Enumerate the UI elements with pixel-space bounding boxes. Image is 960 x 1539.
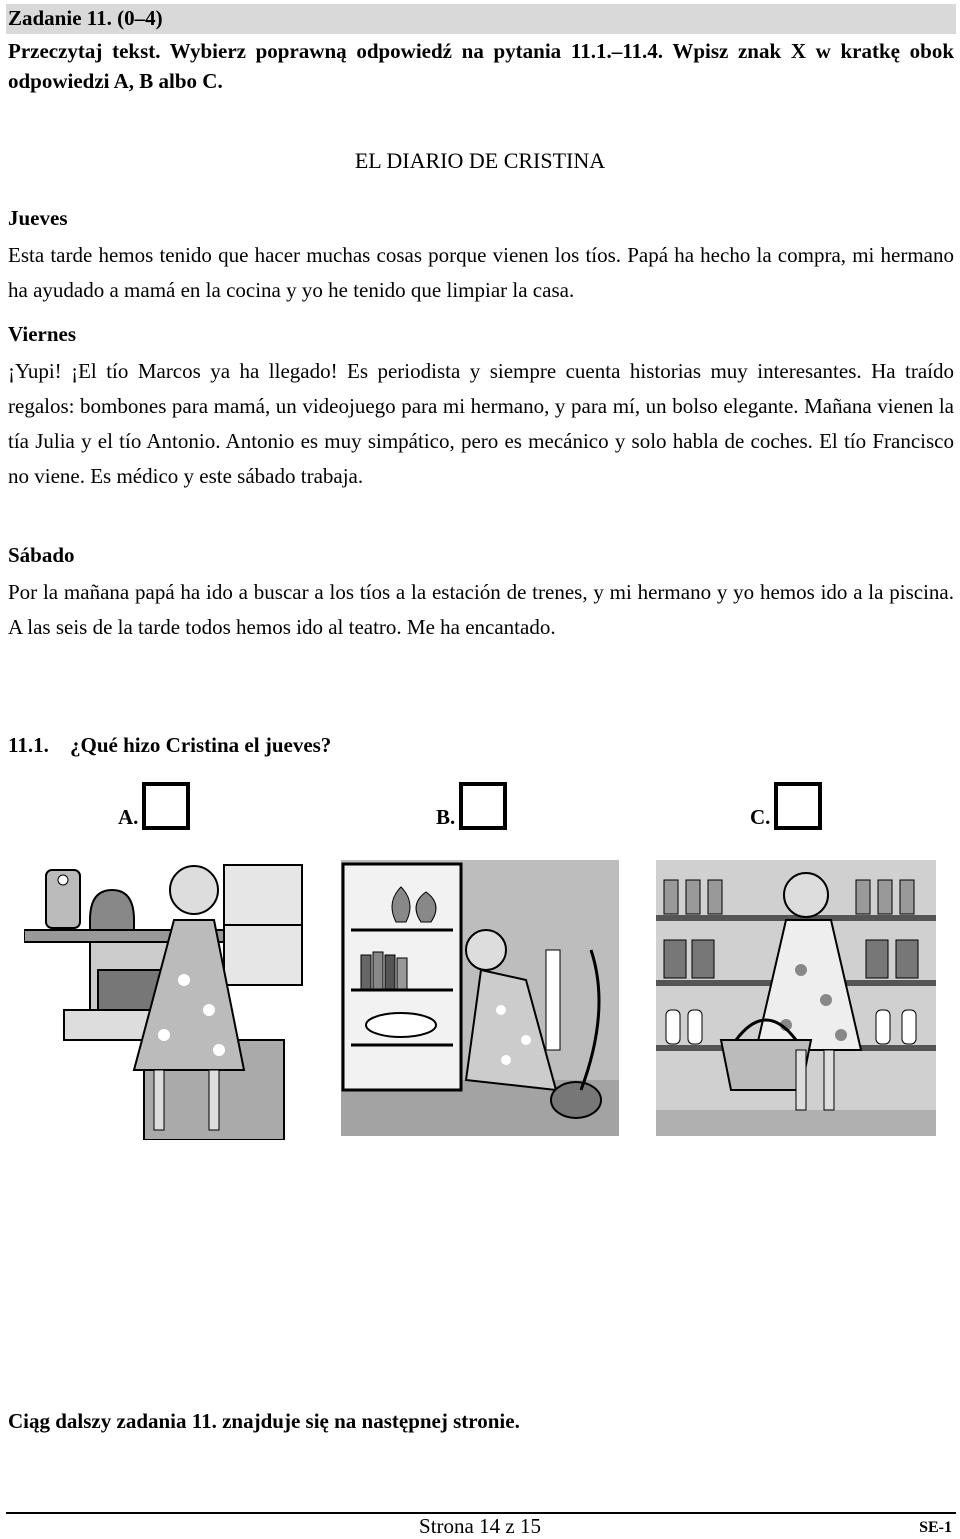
- entry-text-sabado: Por la mañana papá ha ido a buscar a los tíos a la estación de trenes, y mi hermano y yo hemos ido a la piscina. A las seis de la tarde todos hemos ido al teatro. Me ha encantado.: [8, 580, 954, 639]
- exam-code: SE-1: [919, 1519, 952, 1536]
- page-number: Strona 14 z 15: [419, 1514, 541, 1538]
- diary-title: EL DIARIO DE CRISTINA: [354, 148, 606, 173]
- task-title: Zadanie 11. (0–4): [8, 6, 163, 30]
- picture-a-kitchen: [24, 860, 304, 1136]
- kitchen-illustration: [24, 860, 304, 1140]
- option-a-checkbox[interactable]: [142, 782, 190, 830]
- option-a-letter: A.: [118, 805, 139, 829]
- continuation-note: Ciąg dalszy zadania 11. znajduje się na następnej stronie.: [8, 1409, 520, 1433]
- option-b-letter: B.: [436, 805, 456, 829]
- entry-day-viernes: Viernes: [8, 322, 77, 346]
- picture-c-shopping: [656, 860, 936, 1136]
- question-text: ¿Qué hizo Cristina el jueves?: [70, 733, 332, 757]
- shopping-illustration: [656, 860, 936, 1136]
- option-c: [750, 782, 822, 830]
- option-b-checkbox[interactable]: [459, 782, 507, 830]
- entry-day-sabado: Sábado: [8, 543, 75, 567]
- entry-text-jueves: Esta tarde hemos tenido que hacer muchas cosas porque vienen los tíos. Papá ha hecho la compra, mi hermano ha ayudado a mamá en la cocina y yo he tenido que limpiar la casa.: [8, 243, 954, 302]
- question-number: 11.1.: [8, 733, 49, 757]
- option-c-checkbox[interactable]: [774, 782, 822, 830]
- option-a: [118, 782, 190, 830]
- cleaning-illustration: [341, 860, 619, 1136]
- question-11-1: [8, 733, 331, 758]
- option-c-letter: C.: [750, 805, 771, 829]
- option-b: [436, 782, 507, 830]
- entry-text-viernes: ¡Yupi! ¡El tío Marcos ya ha llegado! Es periodista y siempre cuenta historias muy interesantes. Ha traído regalos: bombones para mamá, un videojuego para mi hermano, y para mí, un bolso elegante. Mañana vienen la tía Julia y el tío Antonio. Antonio es muy simpático, pero es mecánico y solo habla de coches. El tío Francisco no viene. Es médico y este sábado trabaja.: [8, 359, 954, 488]
- entry-day-jueves: Jueves: [8, 206, 68, 230]
- task-instructions: Przeczytaj tekst. Wybierz poprawną odpowiedź na pytania 11.1.–11.4. Wpisz znak X w kratkę obok odpowiedzi A, B albo C.: [8, 39, 954, 93]
- picture-b-cleaning: [341, 860, 619, 1136]
